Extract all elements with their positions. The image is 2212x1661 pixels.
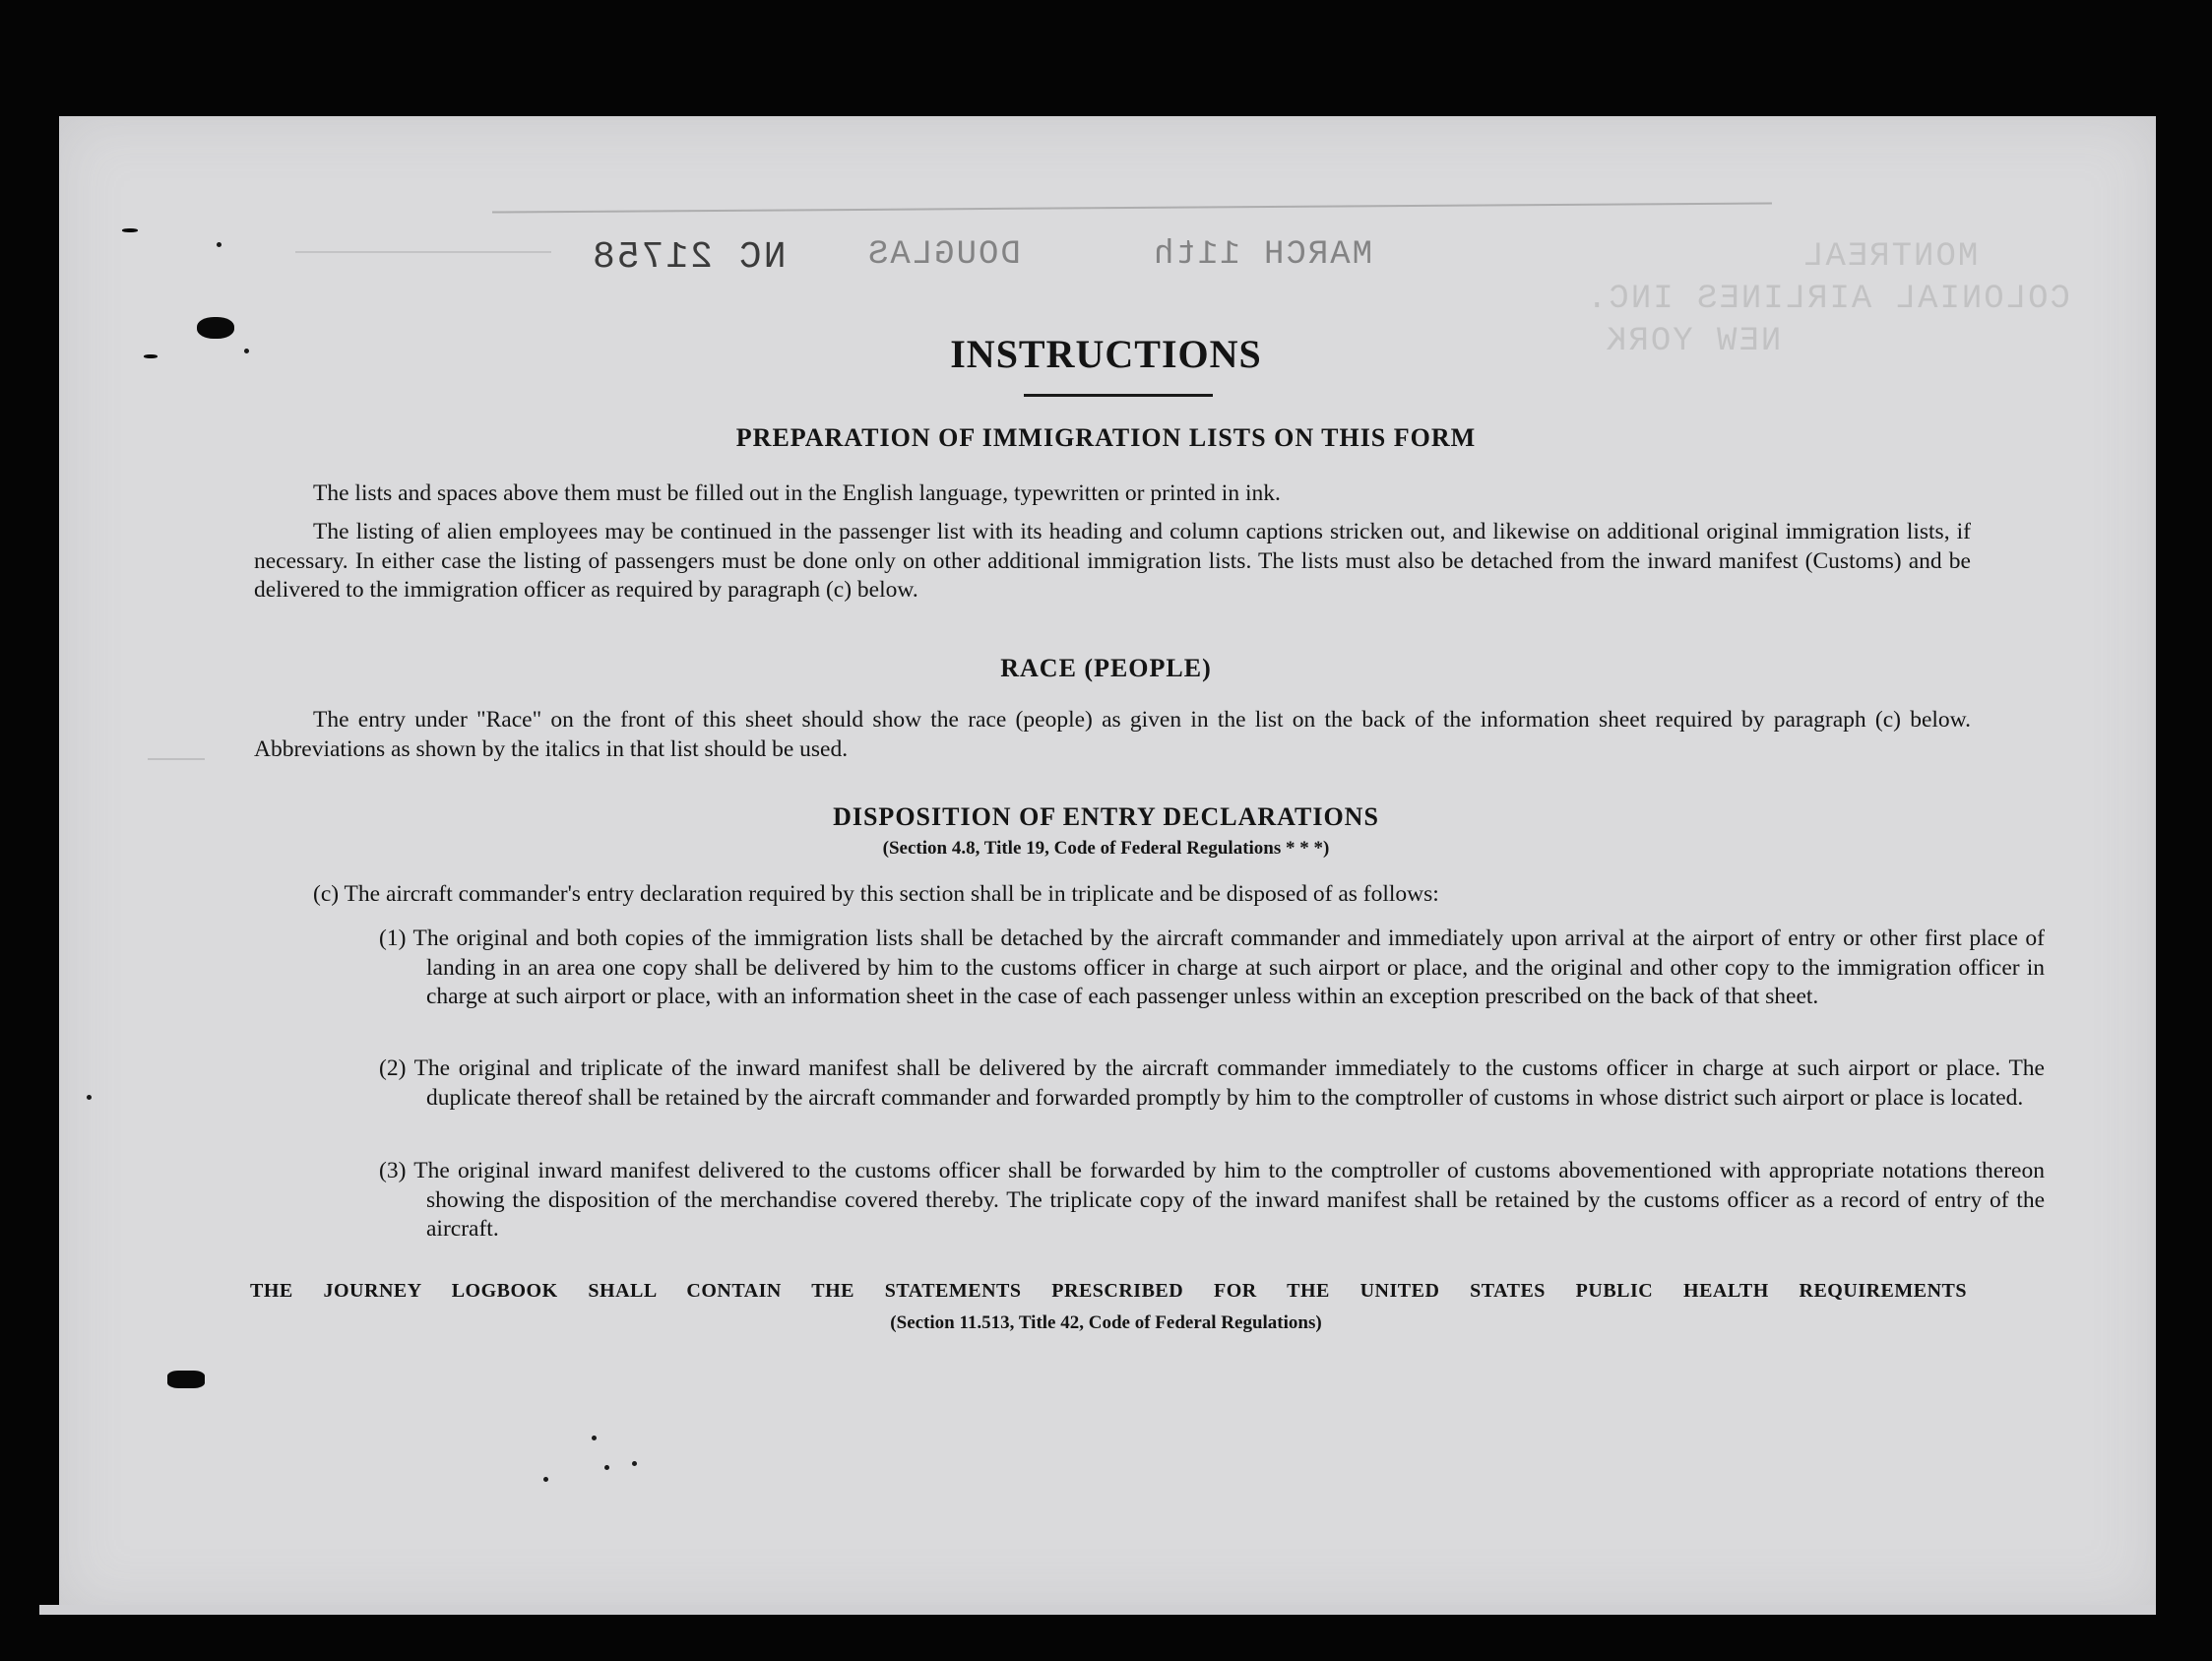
bleed-through-stamp-number: NC 21758 (591, 236, 787, 279)
heading-disposition: DISPOSITION OF ENTRY DECLARATIONS (833, 802, 1379, 831)
sheet-bottom-edge (39, 1605, 2156, 1615)
ink-smudge-2 (167, 1371, 205, 1388)
bleed-through-word-colonial: COLONIAL AIRLINES INC. (1585, 281, 2070, 318)
disposition-item-2: (2) The original and triplicate of the inward manifest shall be delivered by the aircraft commander immediately to the customs officer in charge at such airport or place. The duplicate thereof shall be retained by the aircraft commander and forwarded promptly by him to the comptroller of customs in whose district such airport or place is located. (379, 1055, 2045, 1111)
speck-6 (604, 1465, 609, 1470)
bleed-through-word-douglas: DOUGLAS (866, 236, 1021, 274)
footer-citation: (Section 11.513, Title 42, Code of Federal Regulations) (890, 1312, 1322, 1333)
speck-5 (543, 1477, 548, 1482)
footer-statement: THE JOURNEY LOGBOOK SHALL CONTAIN THE STATEMENTS PRESCRIBED FOR THE UNITED STATES PUBLIC HEALTH REQUIREMENTS (250, 1280, 1967, 1302)
disposition-item-3: (3) The original inward manifest delivered to the customs officer shall be forwarded by him to the comptroller of customs abovementioned with appropriate notations thereon showing the disposition of the merchandise covered thereby. The triplicate copy of the inward manifest shall be retained by the customs officer as a record of entry of the aircraft. (379, 1158, 2045, 1242)
disposition-intro: (c) The aircraft commander's entry declaration required by this section shall be in triplicate and be disposed of as follows: (313, 881, 1439, 907)
bleed-through-line-2 (295, 251, 551, 253)
speck-3 (87, 1095, 92, 1100)
heading-preparation: PREPARATION OF IMMIGRATION LISTS ON THIS FORM (735, 423, 1477, 452)
bleed-through-word-montreal: MONTREAL (1801, 238, 1979, 276)
title-underline (1024, 394, 1213, 397)
page-title: INSTRUCTIONS (950, 332, 1262, 376)
disposition-item-1: (1) The original and both copies of the immigration lists shall be detached by the aircraft commander and immediately upon arrival at the airport of entry or other first place of landing in an area one copy shall be delivered by him to the customs officer in charge at such airport or place, and the original and other copy to the immigration officer in charge at such airport or place, with an information sheet in the case of each passenger unless within an exception prescribed on the back of that sheet. (379, 926, 2045, 1009)
bleed-through-word-newyork: NEW YORK (1605, 323, 1782, 360)
bleed-through-word-march: MARCH 11th (1152, 236, 1373, 274)
preparation-paragraph-2: The listing of alien employees may be continued in the passenger list with its heading and column captions stricken out, and likewise on additional original immigration lists, if necessary. In either case the listing of passengers must be done only on other additional immigration lists. The lists must also be detached from the inward manifest (Customs) and be delivered to the immigration officer as required by paragraph (c) below. (254, 519, 1971, 603)
race-paragraph: The entry under "Race" on the front of this sheet should show the race (people) as given in the list on the back of the information sheet required by paragraph (c) below. Abbreviations as shown by the italics in that list should be used. (254, 707, 1971, 762)
margin-mark (148, 758, 205, 760)
ink-smudge-3 (122, 228, 138, 232)
speck-1 (217, 242, 221, 247)
speck-7 (632, 1461, 637, 1466)
disposition-citation: (Section 4.8, Title 19, Code of Federal Regulations * * *) (882, 838, 1330, 859)
preparation-paragraph-1: The lists and spaces above them must be filled out in the English language, typewritten or printed in ink. (313, 480, 1281, 506)
speck-4 (592, 1436, 597, 1440)
heading-race: RACE (PEOPLE) (1000, 654, 1212, 682)
